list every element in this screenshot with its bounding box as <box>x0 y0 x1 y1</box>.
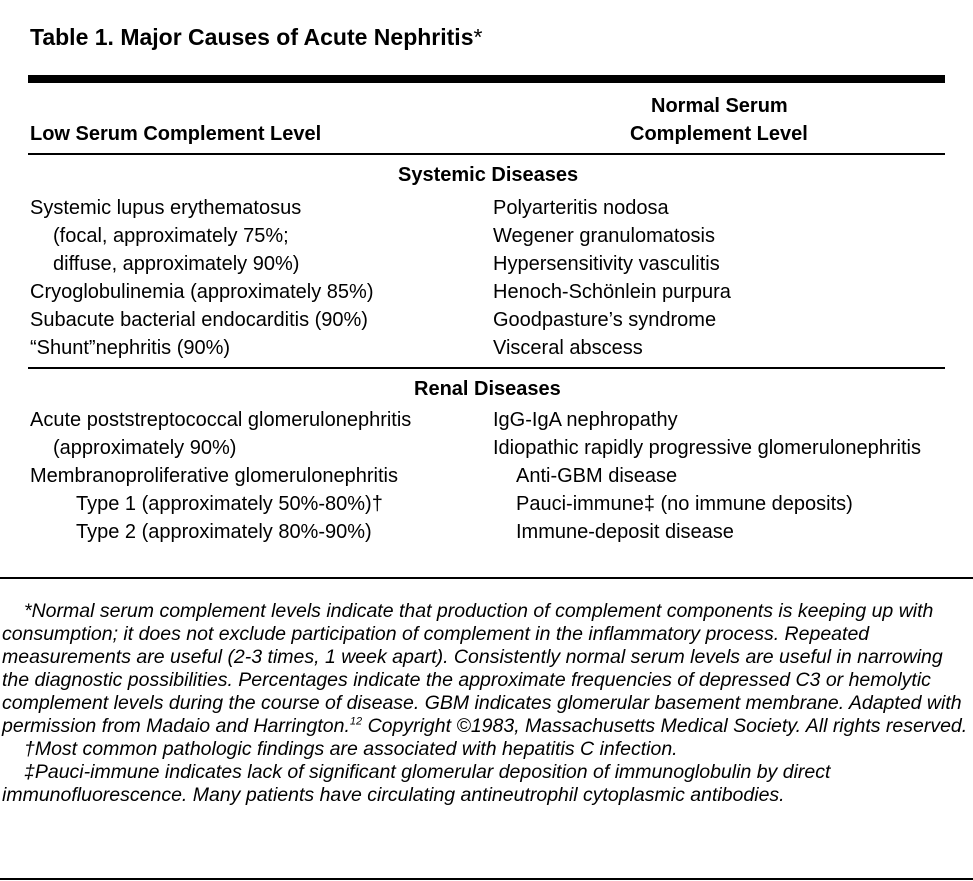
section-rule <box>28 367 945 369</box>
table-cell-right: Visceral abscess <box>493 337 643 359</box>
table-cell-left: Type 1 (approximately 50%-80%)† <box>76 493 383 515</box>
column-header-low-complement: Low Serum Complement Level <box>30 123 322 145</box>
table-cell-right: Anti-GBM disease <box>516 465 678 487</box>
table-title: Table 1. Major Causes of Acute Nephritis* <box>30 24 483 50</box>
table-cell-left: “Shunt”nephritis (90%) <box>30 337 231 359</box>
table-cell-right: Henoch-Schönlein purpura <box>493 281 731 303</box>
table-cell-left: Membranoproliferative glomerulonephritis <box>30 465 398 487</box>
footnote-reference: 12 <box>349 715 363 728</box>
table-cell-left: Subacute bacterial endocarditis (90%) <box>30 309 368 331</box>
table-cell-left: (focal, approximately 75%; <box>53 225 289 247</box>
table-cell-left: Type 2 (approximately 80%-90%) <box>76 521 372 543</box>
table-cell-right: Wegener granulomatosis <box>493 225 715 247</box>
section-heading-renal: Renal Diseases <box>414 378 561 400</box>
footnote-dagger: †Most common pathologic findings are associated with hepatitis C infection. <box>24 738 678 760</box>
page-bottom-rule <box>0 878 973 880</box>
table-cell-left: Cryoglobulinemia (approximately 85%) <box>30 281 374 303</box>
top-thick-rule <box>28 75 945 83</box>
table-cell-right: Hypersensitivity vasculitis <box>493 253 720 275</box>
table-bottom-rule <box>0 577 973 579</box>
table-cell-right: Pauci-immune‡ (no immune deposits) <box>516 493 853 515</box>
table-cell-left: diffuse, approximately 90%) <box>53 253 300 275</box>
table-cell-right: Idiopathic rapidly progressive glomerulonephritis <box>493 437 921 459</box>
footnote-double-dagger: ‡Pauci-immune indicates lack of significant glomerular deposition of immunoglobulin by direct immunofluorescence. Many patients have circulating antineutrophil cytoplasmic antibodies. <box>2 761 831 806</box>
table-cell-left: Acute poststreptococcal glomerulonephritis <box>30 409 412 431</box>
column-header-normal-complement-line1: Normal Serum <box>651 95 788 117</box>
table-cell-right: Goodpasture’s syndrome <box>493 309 717 331</box>
table-footnotes <box>2 600 970 807</box>
table-cell-left: (approximately 90%) <box>53 437 237 459</box>
table-cell-right: IgG-IgA nephropathy <box>493 409 678 431</box>
column-header-normal-complement-line2: Complement Level <box>630 123 808 145</box>
table-cell-left: Systemic lupus erythematosus <box>30 197 302 219</box>
title-footnote-marker: * <box>473 24 483 50</box>
section-heading-systemic: Systemic Diseases <box>398 164 579 186</box>
footnote-asterisk: *Normal serum complement levels indicate that production of complement components is keeping up with consumption; it does not exclude participation of complement in the inflammatory process. Repeated measurements are useful (2-3 times, 1 week apart). Consistently normal serum levels are useful in narrowing the diagnostic possibilities. Percentages indicate the approximate frequencies of depressed C3 or hemolytic complement levels during the course of disease. GBM indicates glomerular basement membrane. Adapted with permission from Madaio and Harrington.$^{12}$ Copyright ©1983, Massachusetts Medical Society. All rights reserved. <box>2 600 968 737</box>
table-cell-right: Immune-deposit disease <box>516 521 734 543</box>
table-cell-right: Polyarteritis nodosa <box>493 197 669 219</box>
header-rule <box>28 153 945 155</box>
